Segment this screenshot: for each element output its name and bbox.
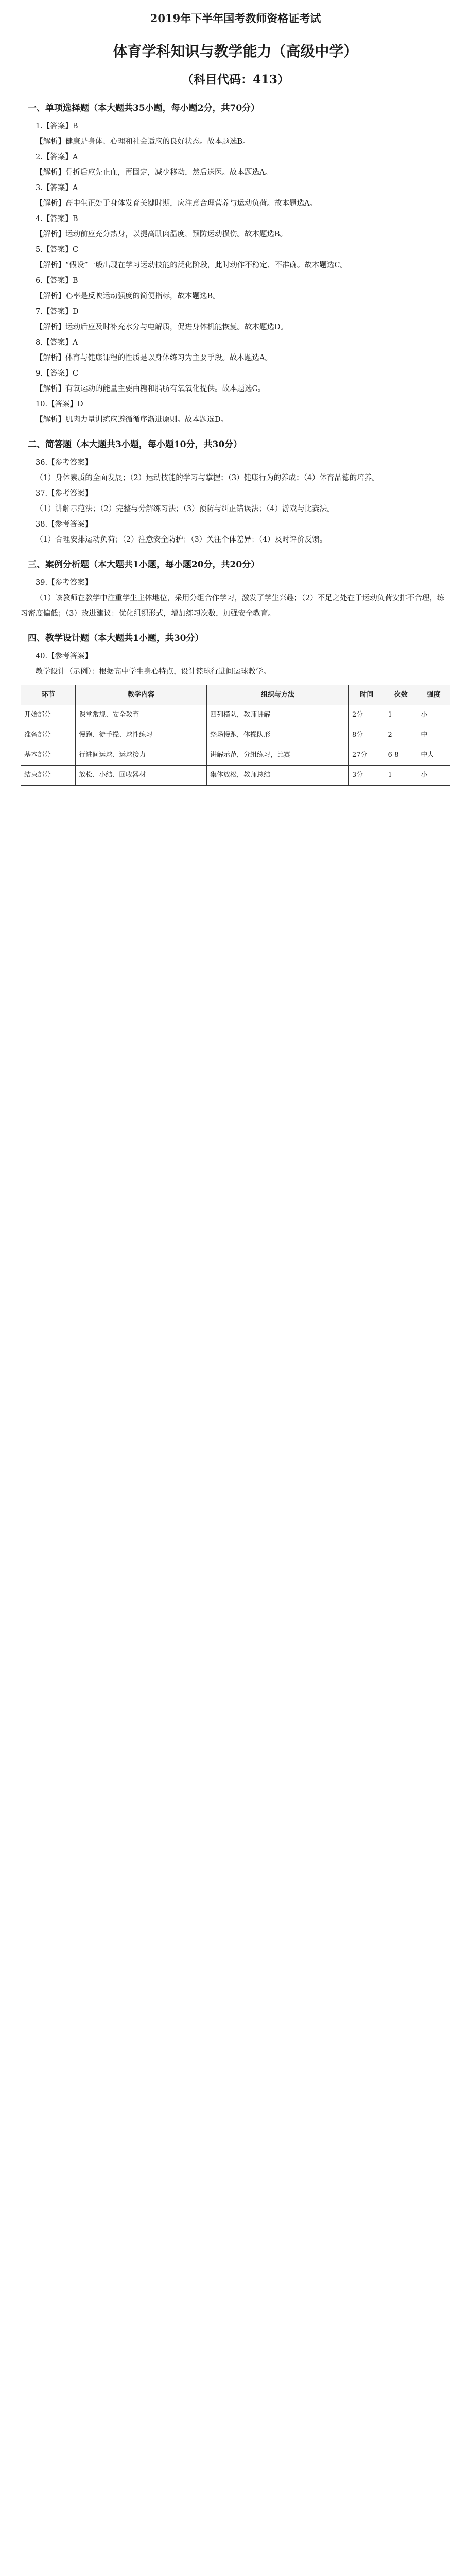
table-cell: 1 bbox=[385, 766, 417, 786]
answer-key: 10.【答案】D bbox=[36, 400, 83, 409]
table-cell: 2分 bbox=[349, 705, 385, 725]
section-1-answers bbox=[21, 118, 450, 428]
document-page bbox=[21, 0, 450, 786]
answer-explanation: 【解析】“假设”一般出现在学习运动技能的泛化阶段，此时动作不稳定、不准确。故本题选C。 bbox=[36, 261, 347, 269]
answer-key: 36.【参考答案】 bbox=[36, 459, 93, 467]
table-cell: 27分 bbox=[349, 745, 385, 766]
answer-explanation: （1）讲解示范法；（2）完整与分解练习法；（3）预防与纠正错误法；（4）游戏与比赛法。 bbox=[36, 505, 335, 513]
table-cell: 放松、小结、回收器材 bbox=[76, 766, 207, 786]
answer-key: 6.【答案】B bbox=[36, 277, 78, 285]
table-cell: 中大 bbox=[417, 745, 450, 766]
table-header-cell: 教学内容 bbox=[76, 685, 207, 705]
table-header-cell: 环节 bbox=[21, 685, 76, 705]
section-3-heading: 三、案例分析题（本大题共1小题，每小题20分，共20分） bbox=[28, 560, 260, 570]
answer-key: 3.【答案】A bbox=[36, 184, 78, 192]
exam-subtitle: 体育学科知识与教学能力（高级中学） bbox=[113, 43, 358, 60]
table-cell: 中 bbox=[417, 725, 450, 745]
table-cell: 小 bbox=[417, 705, 450, 725]
table-cell: 2 bbox=[385, 725, 417, 745]
table-header-row bbox=[21, 685, 450, 705]
answer-explanation: 【解析】体育与健康课程的性质是以身体练习为主要手段。故本题选A。 bbox=[36, 354, 272, 362]
table-cell: 绕场慢跑，体操队形 bbox=[207, 725, 349, 745]
design-intro: 教学设计（示例）：根据高中学生身心特点，设计篮球行进间运球教学。 bbox=[36, 668, 271, 676]
table-cell: 3分 bbox=[349, 766, 385, 786]
table-cell: 结束部分 bbox=[21, 766, 76, 786]
table-header-cell: 时间 bbox=[349, 685, 385, 705]
design-question: 40.【参考答案】 bbox=[36, 652, 93, 660]
answer-key: 5.【答案】C bbox=[36, 246, 78, 254]
table-cell: 集体放松，教师总结 bbox=[207, 766, 349, 786]
section-4-heading: 四、教学设计题（本大题共1小题，共30分） bbox=[28, 633, 204, 643]
table-cell: 慢跑、徒手操、球性练习 bbox=[76, 725, 207, 745]
table-cell: 6-8 bbox=[385, 745, 417, 766]
exam-title: 2019年下半年国考教师资格证考试 bbox=[150, 12, 321, 25]
answer-explanation: （1）合理安排运动负荷；（2）注意安全防护；（3）关注个体差异；（4）及时评价反馈。 bbox=[36, 536, 327, 544]
table-cell: 1 bbox=[385, 705, 417, 725]
answer-key: 37.【参考答案】 bbox=[36, 489, 93, 498]
table-row bbox=[21, 725, 450, 745]
answer-key: 9.【答案】C bbox=[36, 369, 78, 378]
section-1-heading: 一、单项选择题（本大题共35小题，每小题2分，共70分） bbox=[28, 103, 260, 113]
answer-key: 1.【答案】B bbox=[36, 122, 78, 130]
answer-key: 2.【答案】A bbox=[36, 153, 78, 161]
lesson-plan-table bbox=[21, 685, 450, 786]
answer-explanation: 【解析】高中生正处于身体发育关键时期，应注意合理营养与运动负荷。故本题选A。 bbox=[36, 199, 317, 208]
table-cell: 8分 bbox=[349, 725, 385, 745]
subject-code: （科目代码：413） bbox=[181, 73, 289, 87]
answer-explanation: 【解析】运动前应充分热身，以提高肌肉温度，预防运动损伤。故本题选B。 bbox=[36, 230, 288, 239]
answer-explanation: 【解析】心率是反映运动强度的简便指标，故本题选B。 bbox=[36, 292, 220, 300]
answer-explanation: 【解析】骨折后应先止血，再固定，减少移动，然后送医。故本题选A。 bbox=[36, 168, 272, 177]
table-body bbox=[21, 705, 450, 786]
table-cell: 行进间运球、运球接力 bbox=[76, 745, 207, 766]
answer-key: 8.【答案】A bbox=[36, 338, 78, 347]
table-row bbox=[21, 705, 450, 725]
table-cell: 开始部分 bbox=[21, 705, 76, 725]
table-row bbox=[21, 766, 450, 786]
table-header-cell: 组织与方法 bbox=[207, 685, 349, 705]
answer-explanation: （1）该教师在教学中注重学生主体地位，采用分组合作学习，激发了学生兴趣；（2）不足之处在于运动负荷安排不合理，练习密度偏低；（3）改进建议：优化组织形式，增加练习次数，加强安全教育。 bbox=[21, 594, 445, 618]
section-2-answers bbox=[21, 455, 450, 548]
answer-explanation: 【解析】肌肉力量训练应遵循循序渐进原则。故本题选D。 bbox=[36, 416, 229, 424]
answer-explanation: （1）身体素质的全面发展；（2）运动技能的学习与掌握；（3）健康行为的养成；（4）体育品德的培养。 bbox=[36, 474, 379, 482]
table-header-cell: 强度 bbox=[417, 685, 450, 705]
table-cell: 讲解示范，分组练习，比赛 bbox=[207, 745, 349, 766]
answer-explanation: 【解析】健康是身体、心理和社会适应的良好状态。故本题选B。 bbox=[36, 138, 250, 146]
answer-key: 39.【参考答案】 bbox=[36, 579, 93, 587]
answer-key: 4.【答案】B bbox=[36, 215, 78, 223]
section-2-heading: 二、简答题（本大题共3小题，每小题10分，共30分） bbox=[28, 439, 242, 450]
table-cell: 准备部分 bbox=[21, 725, 76, 745]
table-cell: 课堂常规、安全教育 bbox=[76, 705, 207, 725]
answer-key: 38.【参考答案】 bbox=[36, 520, 93, 529]
table-cell: 基本部分 bbox=[21, 745, 76, 766]
section-3-answers bbox=[21, 575, 450, 621]
answer-explanation: 【解析】有氧运动的能量主要由糖和脂肪有氧氧化提供。故本题选C。 bbox=[36, 385, 266, 393]
table-cell: 小 bbox=[417, 766, 450, 786]
table-cell: 四列横队，教师讲解 bbox=[207, 705, 349, 725]
answer-explanation: 【解析】运动后应及时补充水分与电解质，促进身体机能恢复。故本题选D。 bbox=[36, 323, 288, 331]
table-header-cell: 次数 bbox=[385, 685, 417, 705]
table-row bbox=[21, 745, 450, 766]
answer-key: 7.【答案】D bbox=[36, 308, 79, 316]
